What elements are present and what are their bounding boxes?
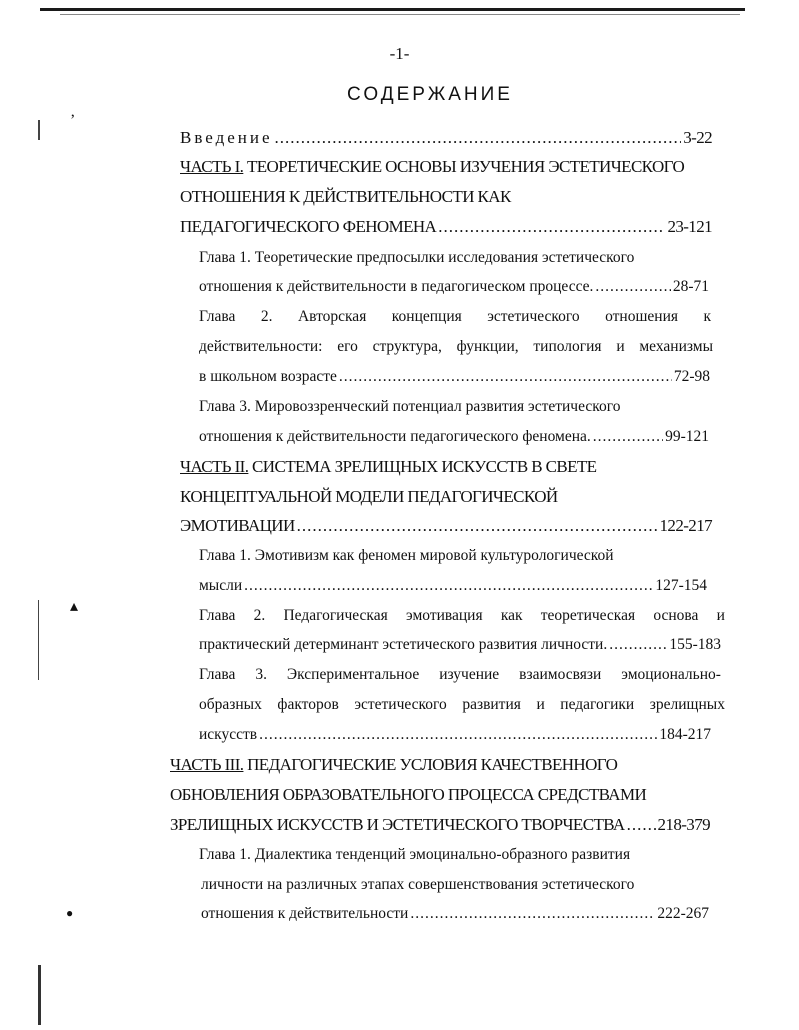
toc-word: факторов bbox=[277, 696, 339, 713]
toc-word: 2. bbox=[260, 308, 273, 325]
toc-word: зрелищных bbox=[649, 696, 725, 713]
toc-word: как bbox=[500, 607, 523, 624]
toc-part2-ch2-line1 bbox=[199, 607, 725, 625]
toc-leader-dots bbox=[627, 815, 656, 835]
toc-leader-dots bbox=[275, 128, 682, 148]
toc-chapter-pages: 28-71 bbox=[672, 278, 709, 295]
toc-word: образных bbox=[199, 696, 262, 713]
toc-leader-dots bbox=[593, 428, 663, 446]
scan-speck: ● bbox=[66, 906, 74, 920]
toc-part3-line3 bbox=[170, 815, 710, 835]
toc-part1-pages: 23-121 bbox=[667, 217, 712, 236]
toc-leader-dots bbox=[609, 636, 667, 654]
toc-part3-label: ЧАСТЬ III. bbox=[170, 755, 244, 774]
toc-chapter-text: отношения к действительности в педагогическом процессе. bbox=[199, 278, 594, 295]
toc-part3-title-line1: ПЕДАГОГИЧЕСКИЕ УСЛОВИЯ КАЧЕСТВЕННОГО bbox=[247, 755, 618, 774]
toc-word: механизмы bbox=[639, 338, 713, 355]
toc-word: теоретическая bbox=[540, 607, 636, 624]
scan-margin-mark bbox=[38, 120, 40, 140]
scan-speck: ▴ bbox=[70, 598, 79, 615]
toc-word: отношения bbox=[605, 308, 678, 325]
toc-word: 3. bbox=[255, 666, 267, 683]
scan-speck: ʼ bbox=[70, 112, 76, 129]
toc-part1-label: ЧАСТЬ I. bbox=[180, 157, 244, 176]
toc-leader-dots bbox=[595, 278, 670, 296]
toc-part3-line2: ОБНОВЛЕНИЯ ОБРАЗОВАТЕЛЬНОГО ПРОЦЕССА СРЕДСТВАМИ bbox=[170, 785, 647, 804]
toc-word: изучение bbox=[439, 666, 500, 683]
toc-word: Глава bbox=[199, 607, 236, 624]
toc-word: развития bbox=[462, 696, 521, 713]
toc-chapter-pages: 222-267 bbox=[657, 905, 709, 922]
toc-word: эмоционально- bbox=[621, 666, 721, 683]
toc-part3-ch1-line3 bbox=[201, 905, 709, 923]
toc-part1-ch2-line1 bbox=[199, 308, 711, 326]
toc-leader-dots bbox=[297, 516, 658, 536]
toc-word: и bbox=[716, 607, 725, 624]
toc-chapter-text: практический детерминант эстетического развития личности. bbox=[199, 636, 608, 653]
toc-intro-pages: 3-22 bbox=[683, 128, 712, 147]
toc-word: Глава bbox=[199, 308, 236, 325]
toc-part3-line1 bbox=[170, 755, 617, 775]
top-border-line bbox=[40, 8, 745, 11]
toc-part3-title-line3: ЗРЕЛИЩНЫХ ИСКУССТВ И ЭСТЕТИЧЕСКОГО ТВОРЧЕСТВА bbox=[170, 815, 625, 834]
toc-word: основа bbox=[653, 607, 699, 624]
toc-part2-line2: КОНЦЕПТУАЛЬНОЙ МОДЕЛИ ПЕДАГОГИЧЕСКОЙ bbox=[180, 487, 558, 506]
toc-word: действительности: bbox=[199, 338, 323, 355]
scan-margin-mark bbox=[38, 965, 41, 1025]
toc-word: функции, bbox=[456, 338, 519, 355]
toc-word: 2. bbox=[253, 607, 266, 624]
toc-part2-ch1-line1: Глава 1. Эмотивизм как феномен мировой культурологической bbox=[199, 547, 614, 564]
toc-part2-ch3-line3 bbox=[199, 726, 711, 744]
toc-word: эмотивация bbox=[405, 607, 483, 624]
toc-word: и bbox=[536, 696, 545, 713]
toc-word: педагогики bbox=[560, 696, 635, 713]
toc-chapter-pages: 99-121 bbox=[665, 428, 709, 445]
toc-word: Авторская bbox=[297, 308, 367, 325]
toc-part1-title-line1: ТЕОРЕТИЧЕСКИЕ ОСНОВЫ ИЗУЧЕНИЯ ЭСТЕТИЧЕСКОГО bbox=[246, 157, 685, 176]
toc-part2-pages: 122-217 bbox=[659, 516, 712, 535]
toc-part2-ch3-line1 bbox=[199, 666, 721, 684]
toc-chapter-pages: 184-217 bbox=[659, 726, 711, 743]
toc-part2-label: ЧАСТЬ II. bbox=[180, 457, 249, 476]
toc-word: типология bbox=[533, 338, 602, 355]
toc-part1-ch2-line3 bbox=[199, 368, 710, 386]
toc-part1-ch2-line2 bbox=[199, 338, 713, 356]
toc-chapter-pages: 155-183 bbox=[669, 636, 721, 653]
toc-word: взаимосвязи bbox=[519, 666, 602, 683]
toc-intro-label: Введение bbox=[180, 128, 273, 147]
toc-leader-dots bbox=[244, 577, 653, 595]
toc-word: его bbox=[337, 338, 358, 355]
toc-part2-ch3-line2 bbox=[199, 696, 725, 714]
toc-part1-ch3-line2 bbox=[199, 428, 709, 446]
toc-chapter-text: искусств bbox=[199, 726, 258, 743]
toc-part3-ch1-line2: личности на различных этапах совершенствования эстетического bbox=[201, 876, 635, 893]
toc-word: Экспериментальное bbox=[286, 666, 420, 683]
toc-word: Глава bbox=[199, 666, 236, 683]
toc-part2-title-line1: СИСТЕМА ЗРЕЛИЩНЫХ ИСКУССТВ В СВЕТЕ bbox=[252, 457, 597, 476]
toc-part1-line3 bbox=[180, 217, 712, 237]
toc-word: и bbox=[616, 338, 625, 355]
toc-entry-introduction bbox=[180, 128, 712, 148]
toc-part2-title-line3: ЭМОТИВАЦИИ bbox=[180, 516, 295, 535]
toc-word: структура, bbox=[372, 338, 442, 355]
toc-chapter-text: мысли bbox=[199, 577, 243, 594]
toc-part2-ch1-line2 bbox=[199, 577, 707, 595]
toc-leader-dots bbox=[438, 217, 665, 237]
toc-part2-line3 bbox=[180, 516, 712, 536]
toc-word: эстетического bbox=[354, 696, 447, 713]
toc-part3-pages: 218-379 bbox=[657, 815, 710, 834]
toc-chapter-text: в школьном возрасте bbox=[199, 368, 337, 385]
toc-word: эстетического bbox=[487, 308, 580, 325]
toc-part1-ch3-line1: Глава 3. Мировоззренческий потенциал развития эстетического bbox=[199, 398, 621, 415]
scan-margin-mark bbox=[38, 600, 39, 680]
page-number: -1- bbox=[389, 44, 410, 63]
toc-chapter-pages: 127-154 bbox=[655, 577, 707, 594]
toc-part1-ch1-line1: Глава 1. Теоретические предпосылки исследования эстетического bbox=[199, 249, 635, 266]
toc-leader-dots bbox=[410, 905, 655, 923]
toc-word: к bbox=[703, 308, 711, 325]
toc-part1-line2: ОТНОШЕНИЯ К ДЕЙСТВИТЕЛЬНОСТИ КАК bbox=[180, 187, 511, 206]
toc-word: концепция bbox=[391, 308, 462, 325]
toc-leader-dots bbox=[259, 726, 657, 744]
toc-part2-line1 bbox=[180, 457, 596, 477]
toc-chapter-text: отношения к действительности педагогического феномена. bbox=[199, 428, 591, 445]
toc-chapter-pages: 72-98 bbox=[673, 368, 710, 385]
toc-chapter-text: отношения к действительности bbox=[201, 905, 409, 922]
toc-part1-line1 bbox=[180, 157, 684, 177]
toc-leader-dots bbox=[339, 368, 672, 386]
page-title: СОДЕРЖАНИЕ bbox=[347, 84, 513, 105]
top-border-shadow bbox=[60, 14, 740, 15]
toc-word: Педагогическая bbox=[283, 607, 388, 624]
toc-part1-title-line3: ПЕДАГОГИЧЕСКОГО ФЕНОМЕНА bbox=[180, 217, 437, 236]
toc-part3-ch1-line1: Глава 1. Диалектика тенденций эмоцинально-образного развития bbox=[199, 846, 631, 863]
toc-part2-ch2-line2 bbox=[199, 636, 721, 654]
toc-part1-ch1-line2 bbox=[199, 278, 709, 296]
